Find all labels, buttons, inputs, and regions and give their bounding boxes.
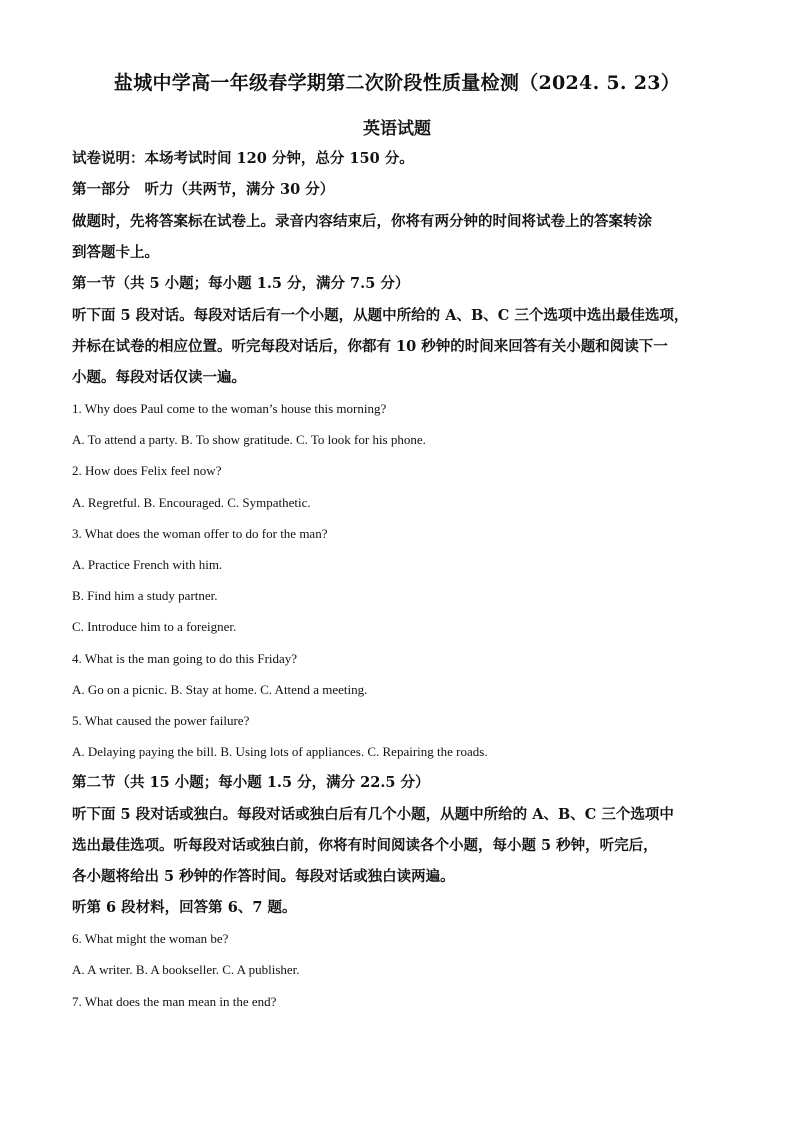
question-2-options: A. Regretful. B. Encouraged. C. Sympathetic. [72, 495, 311, 510]
question-3-option-a: A. Practice French with him. [72, 557, 223, 572]
material-6-heading: 听第 6 段材料，回答第 6、7 题。 [72, 899, 297, 916]
part1-instructions-line1: 做题时，先将答案标在试卷上。录音内容结束后，你将有两分钟的时间将试卷上的答案转涂 [72, 213, 652, 230]
section2-title: 第二节（共 15 小题；每小题 1.5 分，满分 22.5 分） [72, 774, 430, 791]
question-6: 6. What might the woman be? [72, 931, 229, 946]
question-5-options: A. Delaying paying the bill. B. Using lots of appliances. C. Repairing the roads. [72, 744, 488, 759]
question-1-options: A. To attend a party. B. To show gratitude. C. To look for his phone. [72, 432, 426, 447]
exam-note: 试卷说明：本场考试时间 120 分钟，总分 150 分。 [72, 150, 414, 167]
exam-title: 盐城中学高一年级春学期第二次阶段性质量检测（2024. 5. 23） [113, 72, 681, 94]
question-2: 2. How does Felix feel now? [72, 463, 222, 478]
question-3: 3. What does the woman offer to do for the man? [72, 526, 328, 541]
section1-instructions-line2: 并标在试卷的相应位置。听完每段对话后，你都有 10 秒钟的时间来回答有关小题和阅读下一 [72, 338, 668, 355]
question-7: 7. What does the man mean in the end? [72, 994, 277, 1009]
question-3-option-c: C. Introduce him to a foreigner. [72, 619, 237, 634]
part1-instructions-line2: 到答题卡上。 [72, 244, 159, 261]
section1-title: 第一节（共 5 小题；每小题 1.5 分，满分 7.5 分） [72, 275, 410, 292]
question-6-options: A. A writer. B. A bookseller. C. A publisher. [72, 962, 300, 977]
part1-title: 第一部分 听力（共两节，满分 30 分） [72, 181, 335, 198]
question-5: 5. What caused the power failure? [72, 713, 250, 728]
section1-instructions-line3: 小题。每段对话仅读一遍。 [72, 369, 246, 386]
question-4-options: A. Go on a picnic. B. Stay at home. C. Attend a meeting. [72, 682, 368, 697]
question-3-option-b: B. Find him a study partner. [72, 588, 218, 603]
section2-instructions-line1: 听下面 5 段对话或独白。每段对话或独白后有几个小题，从题中所给的 A、B、C 三个选项中 [72, 806, 674, 823]
question-1: 1. Why does Paul come to the woman’s house this morning? [72, 401, 387, 416]
section2-instructions-line3: 各小题将给出 5 秒钟的作答时间。每段对话或独白读两遍。 [72, 868, 455, 885]
section2-instructions-line2: 选出最佳选项。听每段对话或独白前，你将有时间阅读各个小题，每小题 5 秒钟，听完后， [72, 837, 658, 854]
section1-instructions-line1: 听下面 5 段对话。每段对话后有一个小题，从题中所给的 A、B、C 三个选项中选出最佳选项， [72, 307, 689, 324]
exam-subtitle: 英语试题 [363, 119, 431, 139]
question-4: 4. What is the man going to do this Friday? [72, 651, 298, 666]
